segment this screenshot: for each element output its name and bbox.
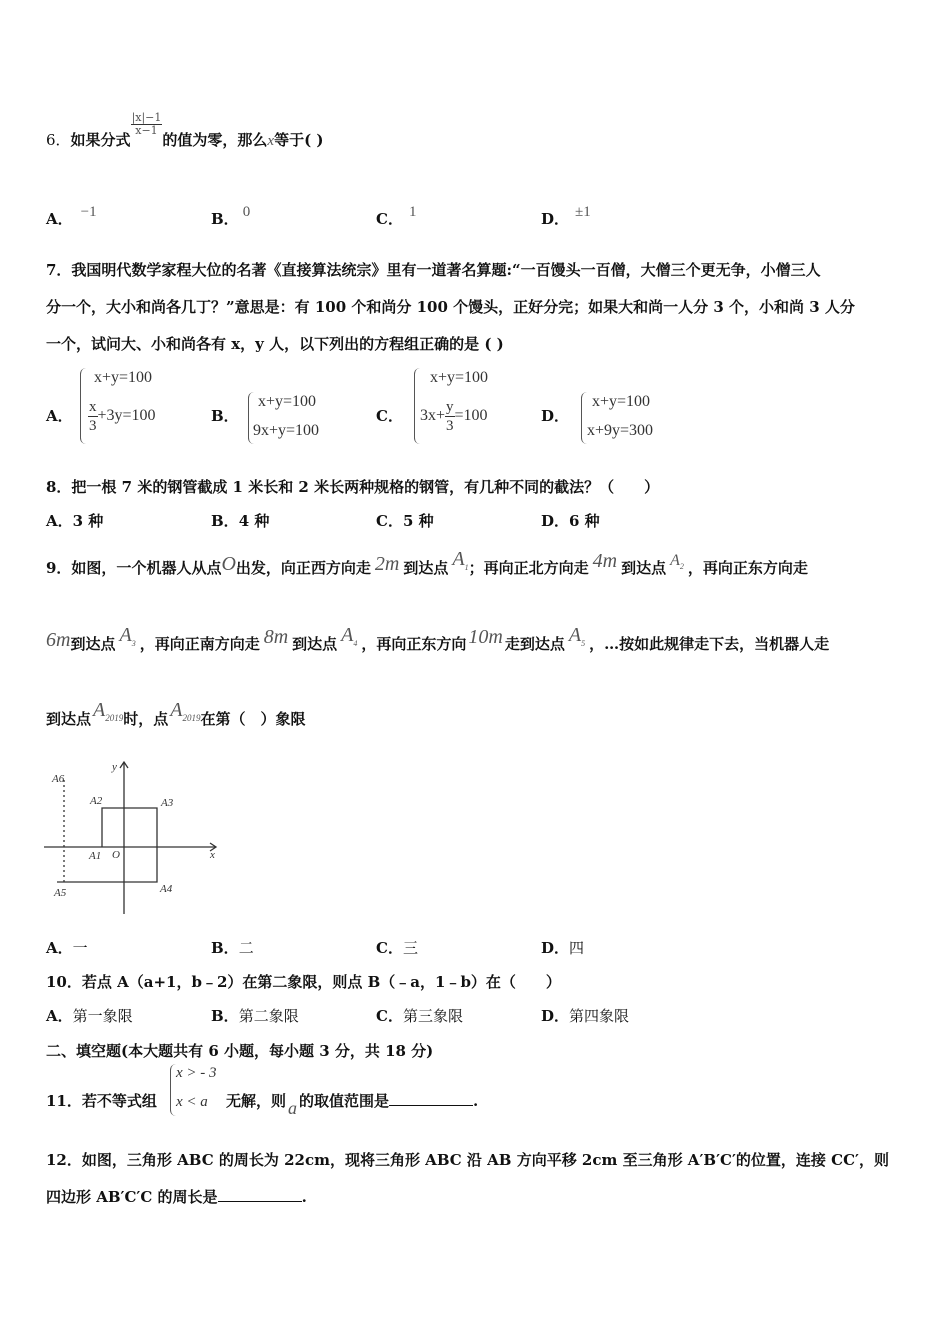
label-y: y — [112, 761, 117, 773]
text: 9．如图，一个机器人从点 — [46, 559, 222, 577]
text: . — [301, 1188, 307, 1206]
label-a1: A1 — [89, 850, 102, 862]
text: 到达点 — [70, 635, 116, 653]
q9-option-b[interactable] — [211, 937, 254, 958]
q8-text: 8．把一根 7 米的钢管截成 1 米长和 2 米长两种规格的钢管，有几种不同的截法？（ ） — [46, 478, 660, 496]
option-label: C． — [376, 939, 403, 957]
subscript: 5 — [581, 639, 586, 648]
frac-num: x — [89, 399, 97, 415]
text: ，再向正东方向走 — [687, 559, 808, 577]
distance: 2m — [374, 553, 400, 575]
text: 到达点 — [621, 559, 667, 577]
q11-answer-blank[interactable] — [389, 1091, 473, 1106]
point-a2 — [666, 552, 688, 572]
point-a2019 — [168, 699, 200, 721]
label-a4: A4 — [160, 883, 173, 895]
q6-option-c[interactable] — [376, 204, 417, 229]
subscript: 2019 — [182, 713, 201, 723]
q7-a-frac — [88, 398, 98, 435]
letter: A — [93, 699, 106, 721]
q6-frac-den: x−1 — [135, 124, 158, 137]
q12-answer-blank[interactable] — [218, 1187, 302, 1202]
q9-line3 — [46, 699, 306, 731]
option-value: 第二象限 — [238, 1007, 299, 1025]
option-label: D． — [541, 1007, 570, 1025]
q7-line1: 7．我国明代数学家程大位的名著《直接算法统宗》里有一道著名算题:“一百馒头一百僧，大僧三个更无争，小僧三人 — [46, 261, 821, 279]
option-value: −1 — [80, 204, 97, 220]
q10-option-d[interactable] — [541, 1005, 629, 1026]
q8-option-c[interactable] — [376, 510, 434, 531]
text: ，再向正东方向 — [361, 635, 467, 653]
option-value: 第三象限 — [402, 1007, 463, 1025]
q11-ineq2: x < a — [176, 1094, 208, 1110]
q9-line2 — [46, 624, 830, 656]
eq-rest: +3y=100 — [97, 407, 156, 425]
eq-rest: =100 — [454, 407, 488, 425]
option-value: 二 — [238, 939, 254, 957]
text: 时，点 — [123, 710, 169, 728]
text: 无解，则 — [226, 1092, 287, 1110]
q9-option-c[interactable] — [376, 937, 418, 958]
label-a6: A6 — [52, 773, 65, 785]
q7-c-frac — [445, 398, 455, 435]
q10-text: 10．若点 A（a+1，b﹣2）在第二象限，则点 B（﹣a，1﹣b）在（ ） — [46, 973, 561, 991]
text: 走到达点 — [504, 635, 565, 653]
option-label: B． — [211, 939, 239, 957]
q6-frac-num: |x|−1 — [131, 111, 162, 124]
q7-option-c-eq1: x+y=100 — [430, 369, 489, 386]
q8-option-a[interactable] — [46, 510, 103, 531]
letter: A — [670, 552, 680, 569]
q10-option-b[interactable] — [211, 1005, 299, 1026]
option-value: 一 — [72, 939, 88, 957]
q7-option-a-label[interactable]: A． — [46, 407, 73, 425]
subscript: 1 — [464, 563, 469, 572]
option-value: 5 种 — [402, 512, 434, 530]
option-label: A． — [46, 210, 73, 228]
option-label: D． — [541, 210, 570, 228]
option-value: 1 — [408, 204, 417, 220]
q11-ineq1: x > - 3 — [176, 1065, 217, 1081]
q7-line3: 一个，试问大、小和尚各有 x，y 人，以下列出的方程组正确的是 ( ) — [46, 335, 504, 353]
option-label: D． — [541, 939, 570, 957]
label-a5: A5 — [54, 887, 67, 899]
q10-option-c[interactable] — [376, 1005, 463, 1026]
q11-rest — [226, 1090, 479, 1118]
q7-option-a-eq1: x+y=100 — [94, 369, 153, 386]
subscript: 4 — [353, 639, 358, 648]
section-heading: 二、填空题(本大题共有 6 小题，每小题 3 分，共 18 分) — [46, 1042, 434, 1060]
label-a2: A2 — [90, 795, 103, 807]
robot-path — [57, 808, 157, 882]
q7-option-c-label[interactable]: C． — [376, 407, 403, 425]
q11-pre: 11．若不等式组 — [46, 1092, 157, 1110]
distance: 8m — [263, 626, 289, 648]
q12-line2 — [46, 1186, 307, 1207]
letter: A — [341, 624, 354, 646]
subscript: 2 — [679, 562, 684, 572]
q6-post: 等于( ) — [274, 130, 324, 149]
frac-num: y — [446, 399, 454, 415]
option-value: 第一象限 — [72, 1007, 133, 1025]
q7-line2: 分一个，大小和尚各几丁？”意思是：有 100 个和尚分 100 个馒头，正好分完；如果大和尚一人分 3 个，小和尚 3 人分 — [46, 298, 855, 316]
label-o: O — [112, 849, 120, 861]
distance: 10m — [468, 626, 503, 648]
point-a2019 — [91, 699, 123, 721]
text: ；再向正北方向走 — [468, 559, 589, 577]
q7-option-d-eq2: x+9y=300 — [587, 422, 654, 439]
q7-option-b-eq1: x+y=100 — [258, 393, 317, 410]
q6-var: x — [267, 132, 275, 149]
option-label: D． — [541, 512, 570, 530]
q6-option-a[interactable] — [46, 204, 97, 229]
q6-line — [46, 111, 324, 156]
frac-den: 3 — [89, 418, 97, 434]
text: ，…按如此规律走下去，当机器人走 — [589, 635, 830, 653]
point-a1 — [448, 548, 468, 570]
text: ，再向正南方向走 — [139, 635, 260, 653]
q12-line1: 12．如图，三角形 ABC 的周长为 22cm，现将三角形 ABC 沿 AB 方向平移 2cm 至三角形 A′B′C′的位置，连接 CC′，则 — [46, 1151, 889, 1169]
q7-option-d-label[interactable]: D． — [541, 407, 570, 425]
label-x: x — [210, 849, 215, 861]
option-value: 0 — [242, 204, 251, 220]
letter: A — [568, 624, 582, 646]
option-value: 4 种 — [238, 512, 270, 530]
q6-pre: 如果分式 — [70, 130, 131, 149]
option-label: A． — [46, 1007, 73, 1025]
point-a4 — [337, 624, 361, 646]
q6-mid: 的值为零，那么 — [162, 130, 268, 149]
option-label: C． — [376, 1007, 403, 1025]
text: 在第（ ）象限 — [200, 710, 306, 728]
var-a: a — [288, 1098, 298, 1118]
text: 四边形 AB′C′C 的周长是 — [46, 1188, 218, 1206]
distance: 6m — [46, 629, 71, 651]
option-label: A． — [46, 939, 73, 957]
q9-figure — [40, 756, 230, 926]
text: 的取值范围是 — [299, 1092, 390, 1110]
letter: A — [452, 548, 465, 570]
q7-option-a-eq2 — [88, 398, 156, 435]
letter: A — [170, 699, 183, 721]
q7-option-c-eq2 — [420, 398, 488, 435]
q9-option-d[interactable] — [541, 937, 584, 958]
q8-option-d[interactable] — [541, 510, 600, 531]
q10-option-a[interactable] — [46, 1005, 133, 1026]
text: . — [473, 1092, 479, 1110]
text: 到达点 — [46, 710, 92, 728]
subscript: 2019 — [105, 713, 124, 723]
label-a3: A3 — [161, 797, 174, 809]
frac-den: 3 — [446, 418, 454, 434]
option-label: B． — [211, 210, 239, 228]
subscript: 3 — [131, 639, 136, 648]
q9-line1 — [46, 548, 808, 580]
point-a3 — [115, 624, 139, 646]
q7-option-b-eq2: 9x+y=100 — [253, 422, 320, 439]
q6-option-b[interactable] — [211, 204, 251, 229]
option-label: C． — [376, 512, 403, 530]
option-value: 四 — [569, 939, 585, 957]
option-label: B． — [211, 512, 239, 530]
q6-option-d[interactable] — [541, 204, 591, 229]
text: 到达点 — [403, 559, 449, 577]
q6-number: 6． — [46, 130, 71, 149]
text: 到达点 — [292, 635, 338, 653]
q7-option-d-eq1: x+y=100 — [592, 393, 651, 410]
option-label: A． — [46, 512, 73, 530]
q7-option-a-brace — [80, 368, 86, 444]
text: 出发，向正西方向走 — [235, 559, 371, 577]
option-value: 3 种 — [72, 512, 104, 530]
option-value: ±1 — [575, 204, 591, 220]
q9-option-a[interactable] — [46, 937, 88, 958]
q8-option-b[interactable] — [211, 510, 269, 531]
option-value: 三 — [402, 939, 418, 957]
q7-option-b-label[interactable]: B． — [211, 407, 239, 425]
point-o: O — [221, 553, 236, 575]
point-a5 — [565, 624, 589, 646]
option-value: 6 种 — [569, 512, 600, 530]
q6-fraction — [131, 112, 163, 137]
distance: 4m — [592, 550, 618, 572]
option-label: B． — [211, 1007, 239, 1025]
option-label: C． — [376, 210, 403, 228]
eq-pre: 3x+ — [420, 407, 446, 425]
option-value: 第四象限 — [569, 1007, 630, 1025]
letter: A — [119, 624, 132, 646]
